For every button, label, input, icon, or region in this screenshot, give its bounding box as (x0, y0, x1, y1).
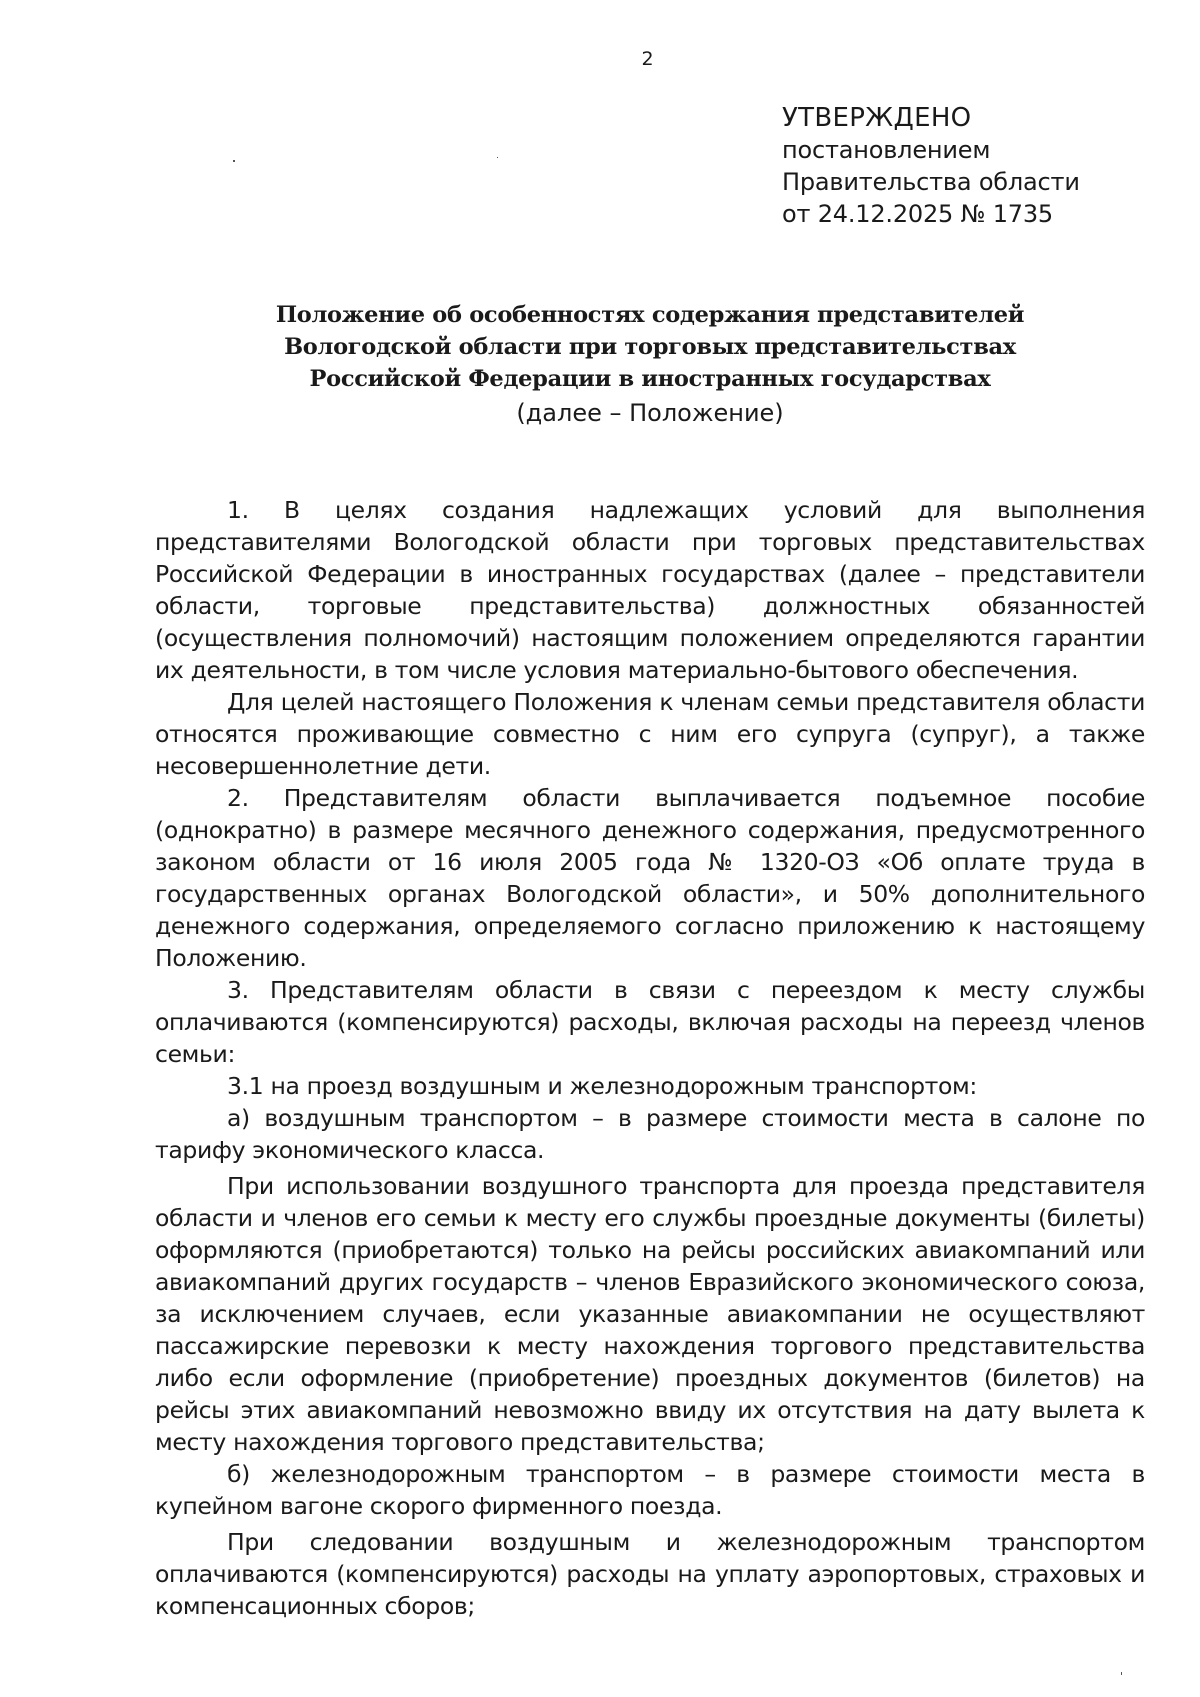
paragraph: 2. Представителям области выплачивается подъемное пособие (однократно) в размере месячного денежного содержания, предусмотренного законом области от 16 июля 2005 года № 1320-ОЗ «Об оплате труда в государственных органах Вологодской области», и 50% дополнительного денежного содержания, определяемого согласно приложению к настоящему Положению. (155, 784, 1145, 972)
paragraph: а) воздушным транспортом – в размере стоимости места в салоне по тарифу экономического класса. (155, 1104, 1145, 1164)
paragraph: 3.1 на проезд воздушным и железнодорожным транспортом: (227, 1072, 977, 1100)
paragraph: При следовании воздушным и железнодорожным транспортом оплачиваются (компенсируются) расходы на уплату аэропортовых, страховых и компенсационных сборов; (155, 1528, 1145, 1620)
approval-status: УТВЕРЖДЕНО (782, 103, 972, 133)
paragraph: Для целей настоящего Положения к членам семьи представителя области относятся проживающие совместно с ним его супруга (супруг), а также несовершеннолетние дети. (155, 688, 1145, 780)
approval-line: Правительства области (782, 168, 1080, 196)
document-title (0, 299, 1200, 395)
scan-speck (497, 157, 498, 158)
paragraph: При использовании воздушного транспорта для проезда представителя области и членов его семьи к месту его службы проездные документы (билеты) оформляются (приобретаются) только на рейсы российских авиакомпаний или авиакомпаний других государств – членов Евразийского экономического союза, за исключением случаев, если указанные авиакомпании не осуществляют пассажирские перевозки к месту нахождения торгового представительства либо если оформление (приобретение) проездных документов (билетов) на рейсы этих авиакомпаний невозможно ввиду их отсутствия на дату вылета к месту нахождения торгового представительства; (155, 1172, 1145, 1456)
approval-date-number: от 24.12.2025 № 1735 (782, 200, 1054, 228)
document-subtitle: (далее – Положение) (516, 399, 784, 427)
title-line: Положение об особенностях содержания представителей (275, 302, 1025, 328)
page-number: 2 (641, 48, 654, 70)
approval-block (782, 102, 1080, 230)
paragraph: 3. Представителям области в связи с переездом к месту службы оплачиваются (компенсируются) расходы, включая расходы на переезд членов семьи: (155, 976, 1145, 1068)
paragraph: 1. В целях создания надлежащих условий для выполнения представителями Вологодской области при торговых представительствах Российской Федерации в иностранных государствах (далее – представители области, торговые представительства) должностных обязанностей (осуществления полномочий) настоящим положением определяются гарантии их деятельности, в том числе условия материально-бытового обеспечения. (155, 496, 1145, 684)
approval-line: постановлением (782, 136, 991, 164)
scan-speck (1121, 1672, 1122, 1675)
title-line: Вологодской области при торговых представительствах (284, 334, 1016, 360)
scan-speck (233, 160, 235, 162)
paragraph: б) железнодорожным транспортом – в размере стоимости места в купейном вагоне скорого фирменного поезда. (155, 1460, 1145, 1520)
title-line: Российской Федерации в иностранных государствах (309, 366, 991, 392)
document-body (155, 494, 1145, 1622)
